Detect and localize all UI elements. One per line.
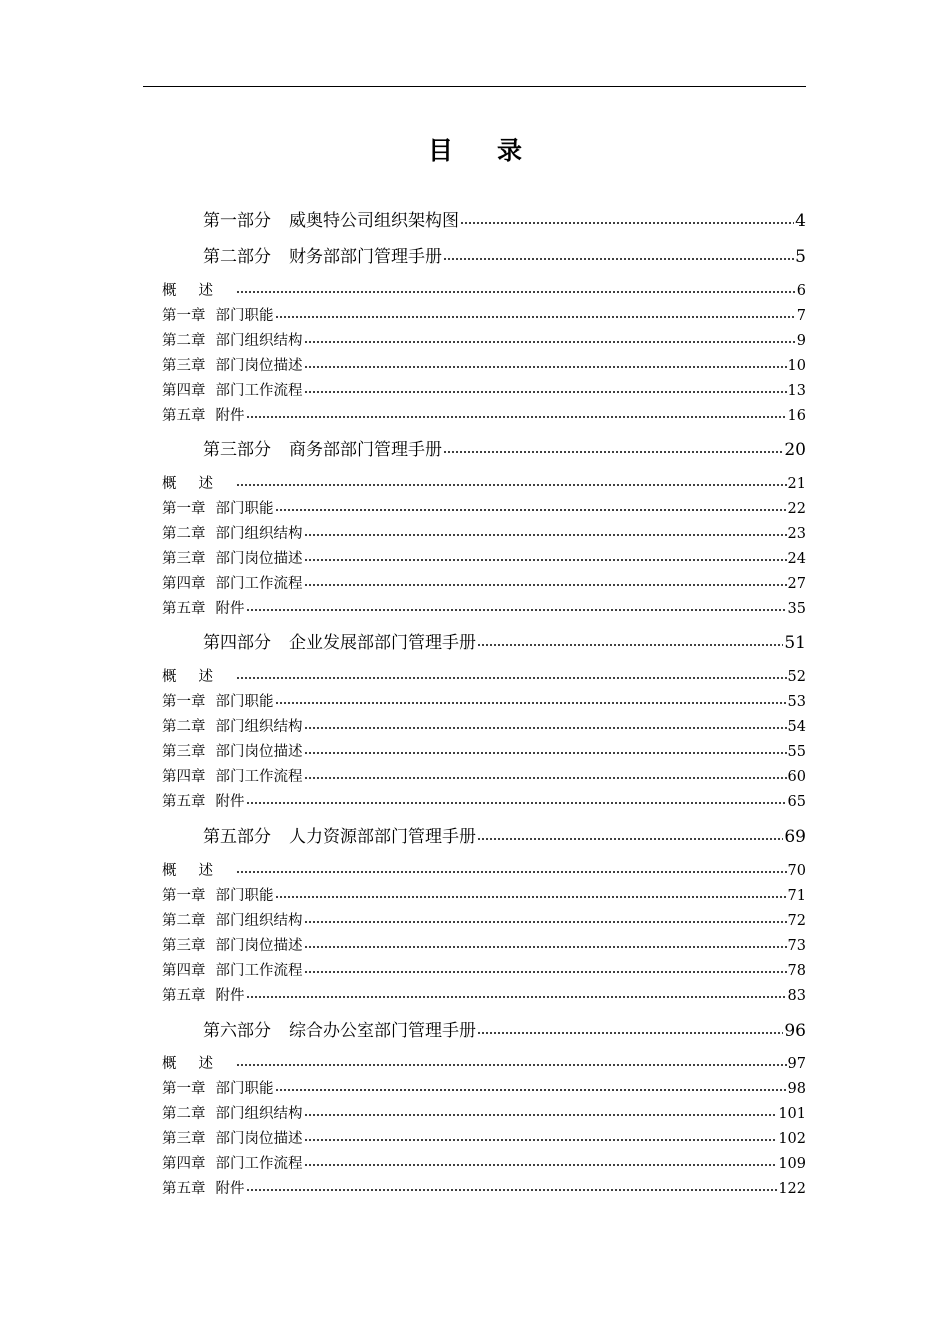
toc-entry-title: 部门岗位描述	[215, 358, 303, 374]
toc-dot-leader	[236, 677, 787, 679]
toc-page-number: 4	[795, 211, 806, 231]
toc-dot-leader	[304, 921, 787, 923]
toc-page-number: 6	[796, 283, 806, 299]
toc-entry-title: 附件	[215, 1181, 245, 1197]
toc-entry-number: 第二章	[162, 719, 206, 735]
toc-entry-title: 附件	[215, 988, 245, 1004]
toc-entry-label	[203, 824, 476, 850]
toc-entry-label	[162, 860, 235, 882]
toc-page-number: 53	[787, 694, 806, 710]
toc-chapter-entry[interactable]	[162, 280, 806, 302]
toc-entry-title: 部门职能	[215, 501, 274, 517]
toc-entry-label	[162, 598, 245, 620]
toc-page-number: 71	[787, 888, 806, 904]
toc-entry-label	[162, 716, 303, 738]
toc-entry-title: 部门工作流程	[215, 576, 303, 592]
toc-entry-title: 人力资源部部门管理手册	[289, 827, 476, 847]
toc-dot-leader	[304, 1139, 778, 1141]
toc-page-number: 72	[787, 913, 806, 929]
toc-entry-number: 第四章	[162, 963, 206, 979]
toc-entry-title: 部门组织结构	[215, 526, 303, 542]
toc-dot-leader	[304, 752, 787, 754]
toc-entry-label	[162, 380, 303, 402]
toc-entry-title: 部门工作流程	[215, 383, 303, 399]
toc-entry-title: 财务部部门管理手册	[289, 247, 442, 267]
toc-entry-number: 第三章	[162, 358, 206, 374]
toc-entry-title: 部门组织结构	[215, 1106, 303, 1122]
toc-page-number: 83	[787, 988, 806, 1004]
toc-page-number: 70	[787, 863, 806, 879]
toc-chapter-entry[interactable]	[162, 598, 806, 620]
toc-entry-number: 第五章	[162, 601, 206, 617]
toc-chapter-entry[interactable]	[162, 305, 806, 327]
toc-page-number: 10	[787, 358, 806, 374]
toc-page-number: 51	[784, 633, 806, 653]
toc-entry-title: 威奥特公司组织架构图	[289, 211, 459, 231]
toc-dot-leader	[246, 802, 787, 804]
toc-dot-leader	[275, 316, 796, 318]
toc-dot-leader	[304, 777, 787, 779]
toc-chapter-entry[interactable]	[162, 935, 806, 957]
toc-chapter-entry[interactable]	[162, 666, 806, 688]
toc-chapter-entry[interactable]	[162, 860, 806, 882]
toc-chapter-entry[interactable]	[162, 1153, 806, 1175]
toc-chapter-entry[interactable]	[162, 1178, 806, 1200]
toc-entry-label	[162, 691, 274, 713]
toc-entry-number: 第四章	[162, 576, 206, 592]
toc-entry-number: 第三章	[162, 551, 206, 567]
toc-page-number: 22	[787, 501, 806, 517]
toc-entry-title: 部门岗位描述	[215, 744, 303, 760]
toc-dot-leader	[275, 509, 787, 511]
toc-entry-number: 第一章	[162, 501, 206, 517]
toc-page-number: 5	[795, 247, 806, 267]
toc-entry-title: 部门组织结构	[215, 333, 303, 349]
toc-page-number: 16	[787, 408, 806, 424]
toc-dot-leader	[236, 484, 787, 486]
toc-dot-leader	[304, 1164, 778, 1166]
toc-chapter-entry[interactable]	[162, 960, 806, 982]
toc-entry-title: 部门组织结构	[215, 719, 303, 735]
toc-dot-leader	[246, 1189, 778, 1191]
toc-page-number: 97	[787, 1056, 806, 1072]
toc-entry-label	[203, 208, 459, 234]
toc-entry-number: 第三章	[162, 1131, 206, 1147]
toc-entry-number: 第二章	[162, 1106, 206, 1122]
toc-dot-leader	[477, 644, 783, 646]
toc-page-number: 65	[787, 794, 806, 810]
toc-entry-number: 第一章	[162, 308, 206, 324]
toc-entry-label	[203, 630, 476, 656]
toc-entry-number: 第一章	[162, 888, 206, 904]
toc-entry-number: 第二章	[162, 333, 206, 349]
toc-chapter-entry[interactable]	[162, 1128, 806, 1150]
toc-chapter-entry[interactable]	[162, 355, 806, 377]
toc-dot-leader	[304, 534, 787, 536]
toc-chapter-entry[interactable]	[162, 498, 806, 520]
toc-entry-title: 部门岗位描述	[215, 938, 303, 954]
toc-entry-number: 第四章	[162, 1156, 206, 1172]
toc-entry-number: 第五章	[162, 988, 206, 1004]
toc-entry-number: 第二章	[162, 913, 206, 929]
toc-chapter-entry[interactable]	[162, 691, 806, 713]
toc-chapter-entry[interactable]	[162, 1053, 806, 1075]
toc-page-number: 102	[778, 1131, 806, 1147]
toc-entry-label	[162, 1078, 274, 1100]
toc-dot-leader	[304, 971, 787, 973]
toc-entry-number: 第一章	[162, 694, 206, 710]
toc-entry-title: 部门岗位描述	[215, 1131, 303, 1147]
toc-dot-leader	[477, 1032, 783, 1034]
toc-entry-label	[162, 960, 303, 982]
toc-dot-leader	[460, 222, 794, 224]
toc-dot-leader	[304, 559, 787, 561]
toc-entry-title: 企业发展部部门管理手册	[289, 633, 476, 653]
toc-entry-title: 附件	[215, 794, 245, 810]
toc-page-number: 52	[787, 669, 806, 685]
toc-entry-number: 第一章	[162, 1081, 206, 1097]
toc-dot-leader	[477, 838, 783, 840]
toc-entry-title: 概述	[162, 863, 235, 879]
toc-dot-leader	[304, 1114, 778, 1116]
toc-page-number: 54	[787, 719, 806, 735]
toc-entry-label	[162, 666, 235, 688]
toc-entry-number: 第五章	[162, 794, 206, 810]
toc-entry-label	[203, 244, 442, 270]
toc-entry-title: 部门组织结构	[215, 913, 303, 929]
toc-entry-label	[162, 791, 245, 813]
toc-dot-leader	[304, 946, 787, 948]
toc-part-entry[interactable]	[203, 437, 806, 463]
toc-page-number: 122	[778, 1181, 806, 1197]
toc-chapter-entry[interactable]	[162, 473, 806, 495]
toc-chapter-entry[interactable]	[162, 573, 806, 595]
toc-chapter-entry[interactable]	[162, 885, 806, 907]
toc-entry-number: 第二部分	[203, 247, 271, 267]
toc-dot-leader	[236, 1064, 787, 1066]
toc-entry-label	[162, 1153, 303, 1175]
toc-dot-leader	[275, 896, 787, 898]
toc-entry-label	[162, 280, 235, 302]
title-char-2: 录	[497, 136, 523, 165]
toc-dot-leader	[304, 391, 787, 393]
toc-entry-title: 部门职能	[215, 888, 274, 904]
toc-chapter-entry[interactable]	[162, 716, 806, 738]
toc-part-entry[interactable]	[203, 208, 806, 234]
toc-entry-title: 部门工作流程	[215, 963, 303, 979]
toc-chapter-entry[interactable]	[162, 405, 806, 427]
toc-page-number: 101	[778, 1106, 806, 1122]
toc-entry-title: 附件	[215, 601, 245, 617]
toc-entry-label	[162, 548, 303, 570]
toc-entry-label	[203, 1018, 476, 1044]
toc-dot-leader	[304, 341, 796, 343]
toc-chapter-entry[interactable]	[162, 548, 806, 570]
toc-entry-label	[162, 1178, 245, 1200]
toc-entry-label	[162, 405, 245, 427]
toc-chapter-entry[interactable]	[162, 741, 806, 763]
toc-page-number: 73	[787, 938, 806, 954]
toc-page-number: 24	[787, 551, 806, 567]
toc-entry-number: 第三章	[162, 744, 206, 760]
toc-entry-title: 概述	[162, 1056, 235, 1072]
toc-chapter-entry[interactable]	[162, 791, 806, 813]
toc-dot-leader	[246, 996, 787, 998]
toc-entry-title: 部门职能	[215, 1081, 274, 1097]
toc-entry-number: 第三部分	[203, 440, 271, 460]
toc-page-number: 35	[787, 601, 806, 617]
toc-entry-title: 部门职能	[215, 694, 274, 710]
toc-entry-number: 第五部分	[203, 827, 271, 847]
toc-page-number: 20	[784, 440, 806, 460]
toc-entry-label	[162, 355, 303, 377]
toc-page-number: 9	[796, 333, 806, 349]
toc-entry-title: 商务部部门管理手册	[289, 440, 442, 460]
toc-page-number: 98	[787, 1081, 806, 1097]
toc-dot-leader	[275, 1089, 787, 1091]
toc-entry-number: 第四部分	[203, 633, 271, 653]
toc-entry-label	[162, 766, 303, 788]
toc-entry-number: 第四章	[162, 769, 206, 785]
toc-chapter-entry[interactable]	[162, 1103, 806, 1125]
toc-entry-number: 第五章	[162, 1181, 206, 1197]
toc-entry-label	[162, 573, 303, 595]
toc-entry-number: 第三章	[162, 938, 206, 954]
toc-entry-number: 第六部分	[203, 1021, 271, 1041]
toc-page-number: 7	[796, 308, 806, 324]
toc-entry-title: 部门工作流程	[215, 769, 303, 785]
toc-page-number: 96	[784, 1021, 806, 1041]
toc-page-number: 78	[787, 963, 806, 979]
toc-chapter-entry[interactable]	[162, 330, 806, 352]
toc-entry-label	[162, 330, 303, 352]
toc-entry-title: 概述	[162, 476, 235, 492]
toc-page-number: 60	[787, 769, 806, 785]
toc-page-number: 109	[778, 1156, 806, 1172]
toc-chapter-entry[interactable]	[162, 1078, 806, 1100]
toc-dot-leader	[246, 416, 787, 418]
toc-entry-label	[162, 523, 303, 545]
toc-entry-label	[162, 498, 274, 520]
toc-entry-label	[162, 985, 245, 1007]
toc-page-number: 27	[787, 576, 806, 592]
toc-page-number: 55	[787, 744, 806, 760]
toc-dot-leader	[304, 584, 787, 586]
toc-entry-title: 附件	[215, 408, 245, 424]
toc-chapter-entry[interactable]	[162, 910, 806, 932]
toc-page-number: 13	[787, 383, 806, 399]
toc-entry-label	[162, 1103, 303, 1125]
toc-entry-label	[162, 935, 303, 957]
toc-entry-label	[203, 437, 442, 463]
toc-entry-title: 部门职能	[215, 308, 274, 324]
toc-entry-label	[162, 1128, 303, 1150]
toc-dot-leader	[443, 258, 794, 260]
toc-chapter-entry[interactable]	[162, 985, 806, 1007]
toc-dot-leader	[246, 609, 787, 611]
toc-entry-title: 概述	[162, 283, 235, 299]
toc-entry-title: 部门工作流程	[215, 1156, 303, 1172]
toc-entry-label	[162, 910, 303, 932]
toc-entry-label	[162, 741, 303, 763]
toc-dot-leader	[236, 871, 787, 873]
toc-dot-leader	[275, 702, 787, 704]
toc-entry-label	[162, 885, 274, 907]
toc-entry-label	[162, 1053, 235, 1075]
toc-page-number: 23	[787, 526, 806, 542]
toc-entry-number: 第四章	[162, 383, 206, 399]
toc-entry-title: 综合办公室部门管理手册	[289, 1021, 476, 1041]
toc-part-entry[interactable]	[203, 824, 806, 850]
toc-dot-leader	[304, 366, 787, 368]
toc-entry-label	[162, 473, 235, 495]
toc-entry-label	[162, 305, 274, 327]
toc-page-number: 69	[784, 827, 806, 847]
toc-entry-number: 第二章	[162, 526, 206, 542]
toc-entry-title: 概述	[162, 669, 235, 685]
toc-part-entry[interactable]	[203, 1018, 806, 1044]
toc-entry-number: 第五章	[162, 408, 206, 424]
toc-entry-title: 部门岗位描述	[215, 551, 303, 567]
toc-part-entry[interactable]	[203, 244, 806, 270]
toc-chapter-entry[interactable]	[162, 523, 806, 545]
toc-dot-leader	[236, 291, 796, 293]
title-char-1: 目	[427, 136, 453, 165]
toc-chapter-entry[interactable]	[162, 766, 806, 788]
toc-part-entry[interactable]	[203, 630, 806, 656]
toc-dot-leader	[443, 451, 783, 453]
toc-entry-number: 第一部分	[203, 211, 271, 231]
toc-dot-leader	[304, 727, 787, 729]
toc-chapter-entry[interactable]	[162, 380, 806, 402]
toc-page-number: 21	[787, 476, 806, 492]
